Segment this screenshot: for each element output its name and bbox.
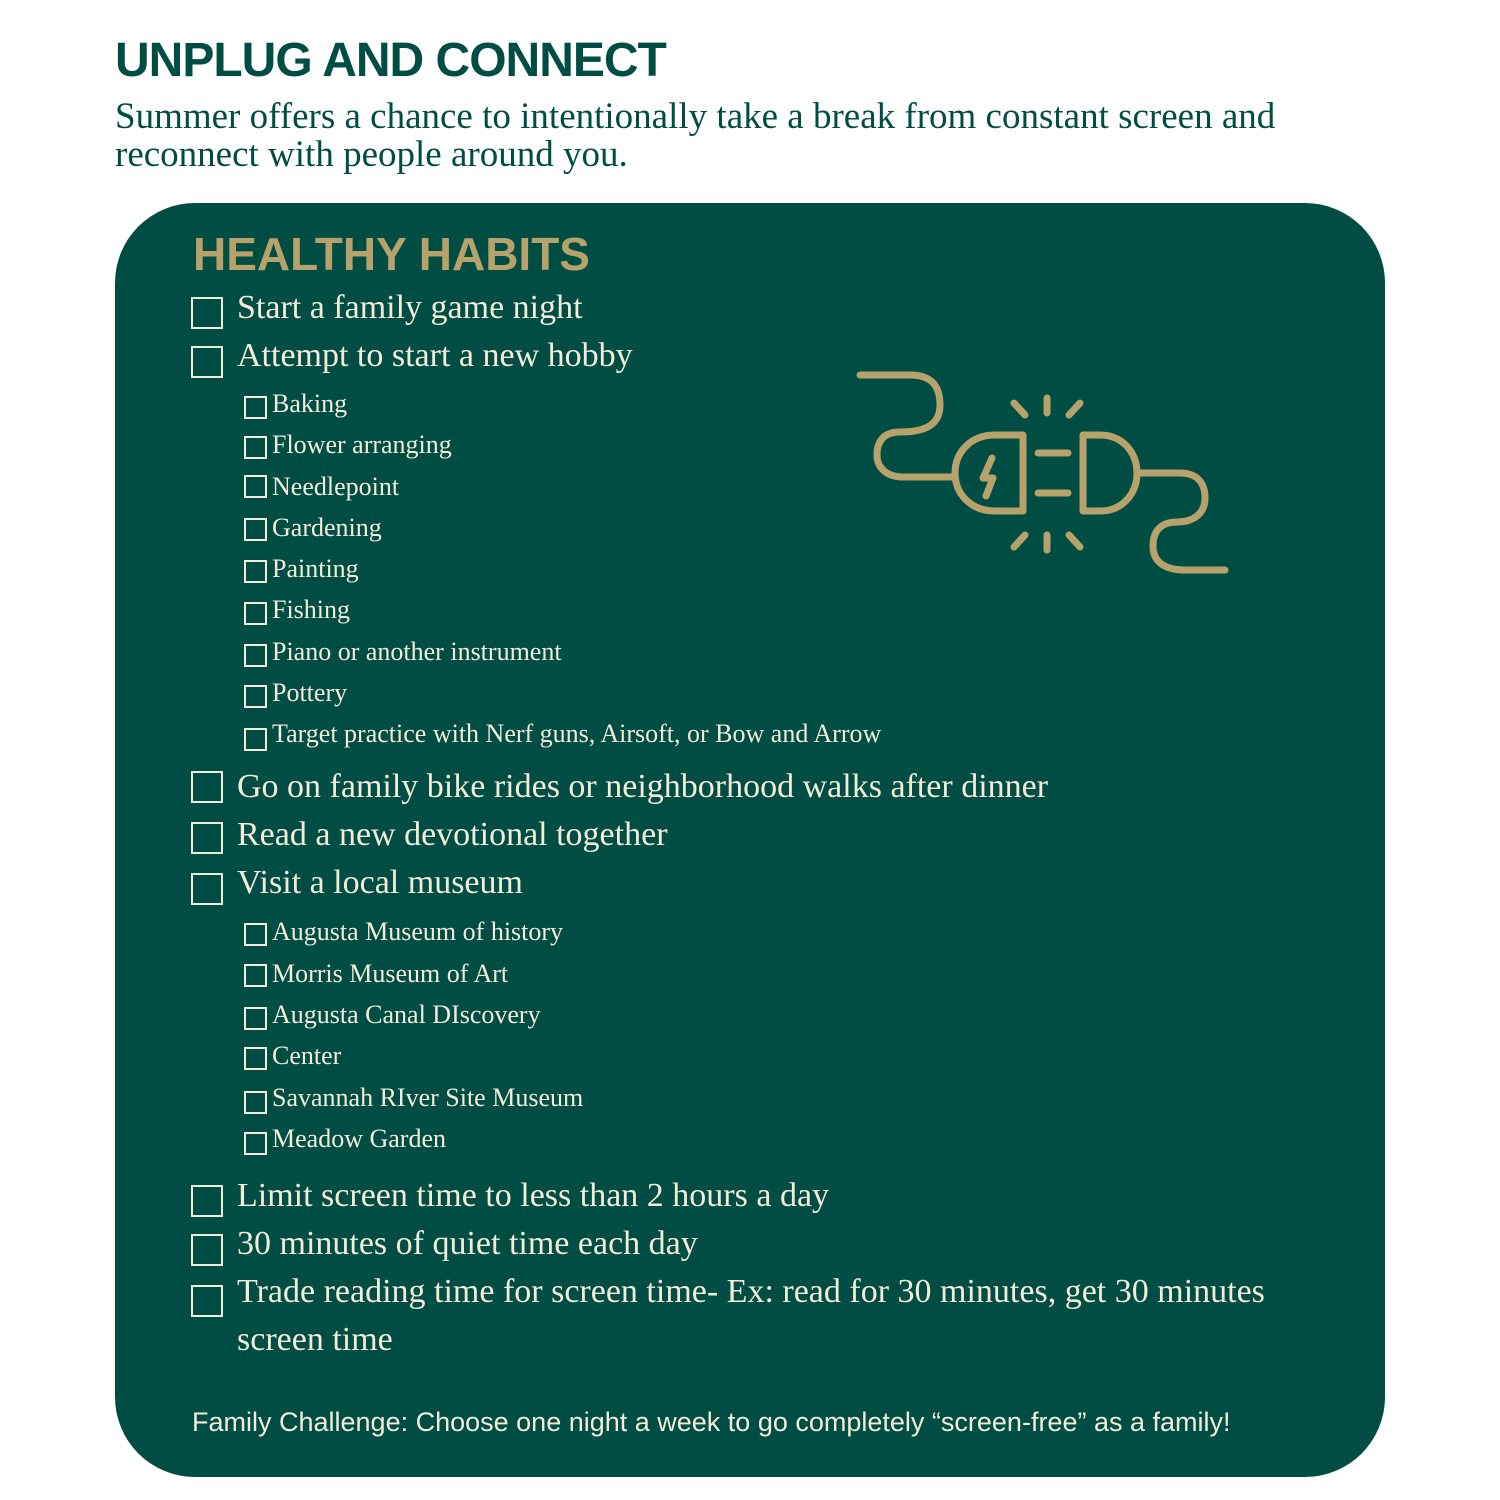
subitem-label: Meadow Garden [272, 1124, 446, 1153]
checklist-item-label: Trade reading time for screen time- Ex: read for 30 minutes, get 30 minutes screen time [237, 1273, 1265, 1358]
intro-text: Summer offers a chance to intentionally take a break from constant screen and reconnect with people around you. [115, 96, 1276, 175]
checkbox[interactable] [244, 1047, 267, 1070]
checkbox[interactable] [244, 644, 267, 667]
checkbox[interactable] [191, 822, 223, 854]
subitem-label: Flower arranging [272, 430, 452, 459]
checkbox[interactable] [244, 1132, 267, 1155]
checkbox[interactable] [191, 346, 223, 378]
checkbox[interactable] [191, 771, 223, 803]
unplugged-plug-icon [855, 360, 1235, 590]
checkbox[interactable] [191, 1234, 223, 1266]
checkbox[interactable] [244, 685, 267, 708]
checkbox[interactable] [244, 923, 267, 946]
subitem-label: Fishing [272, 595, 351, 624]
subitem-label: Needlepoint [272, 472, 400, 501]
checkbox[interactable] [244, 1007, 267, 1030]
checklist-item-label: Visit a local museum [237, 864, 523, 901]
checklist-item-label: Go on family bike rides or neighborhood walks after dinner [237, 768, 1049, 805]
subitem-label: Augusta Canal DIscovery [272, 1000, 541, 1029]
checkbox[interactable] [244, 1091, 267, 1114]
subitem-label: Center [272, 1041, 342, 1070]
checkbox[interactable] [244, 728, 267, 751]
subitem-label: Baking [272, 389, 348, 418]
checkbox[interactable] [244, 518, 267, 541]
subitem-label: Painting [272, 554, 359, 583]
checklist-item-label: Start a family game night [237, 289, 583, 326]
checklist-item-label: Read a new devotional together [237, 816, 668, 853]
checkbox[interactable] [244, 964, 267, 987]
checkbox[interactable] [191, 1185, 223, 1217]
subitem-label: Piano or another instrument [272, 637, 562, 666]
checkbox[interactable] [191, 873, 223, 905]
checklist-item-label: Attempt to start a new hobby [237, 337, 633, 374]
subitem-label: Augusta Museum of history [272, 917, 564, 946]
checkbox[interactable] [244, 475, 267, 498]
checkbox[interactable] [244, 436, 267, 459]
subitem-label: Target practice with Nerf guns, Airsoft, or Bow and Arrow [272, 719, 882, 748]
checkbox[interactable] [244, 602, 267, 625]
checklist-item-label: 30 minutes of quiet time each day [237, 1225, 698, 1262]
subitem-label: Morris Museum of Art [272, 959, 509, 988]
checkbox[interactable] [191, 1285, 223, 1317]
subitem-label: Savannah RIver Site Museum [272, 1083, 584, 1112]
checklist-item-label: Limit screen time to less than 2 hours a day [237, 1177, 830, 1214]
page-title: UNPLUG AND CONNECT [115, 34, 666, 87]
subitem-label: Pottery [272, 678, 348, 707]
checkbox[interactable] [244, 396, 267, 419]
family-challenge-text: Family Challenge: Choose one night a week to go completely “screen-free” as a family! [192, 1407, 1231, 1437]
checkbox[interactable] [244, 560, 267, 583]
checkbox[interactable] [191, 297, 223, 329]
card-title: HEALTHY HABITS [193, 228, 590, 280]
subitem-label: Gardening [272, 513, 382, 542]
